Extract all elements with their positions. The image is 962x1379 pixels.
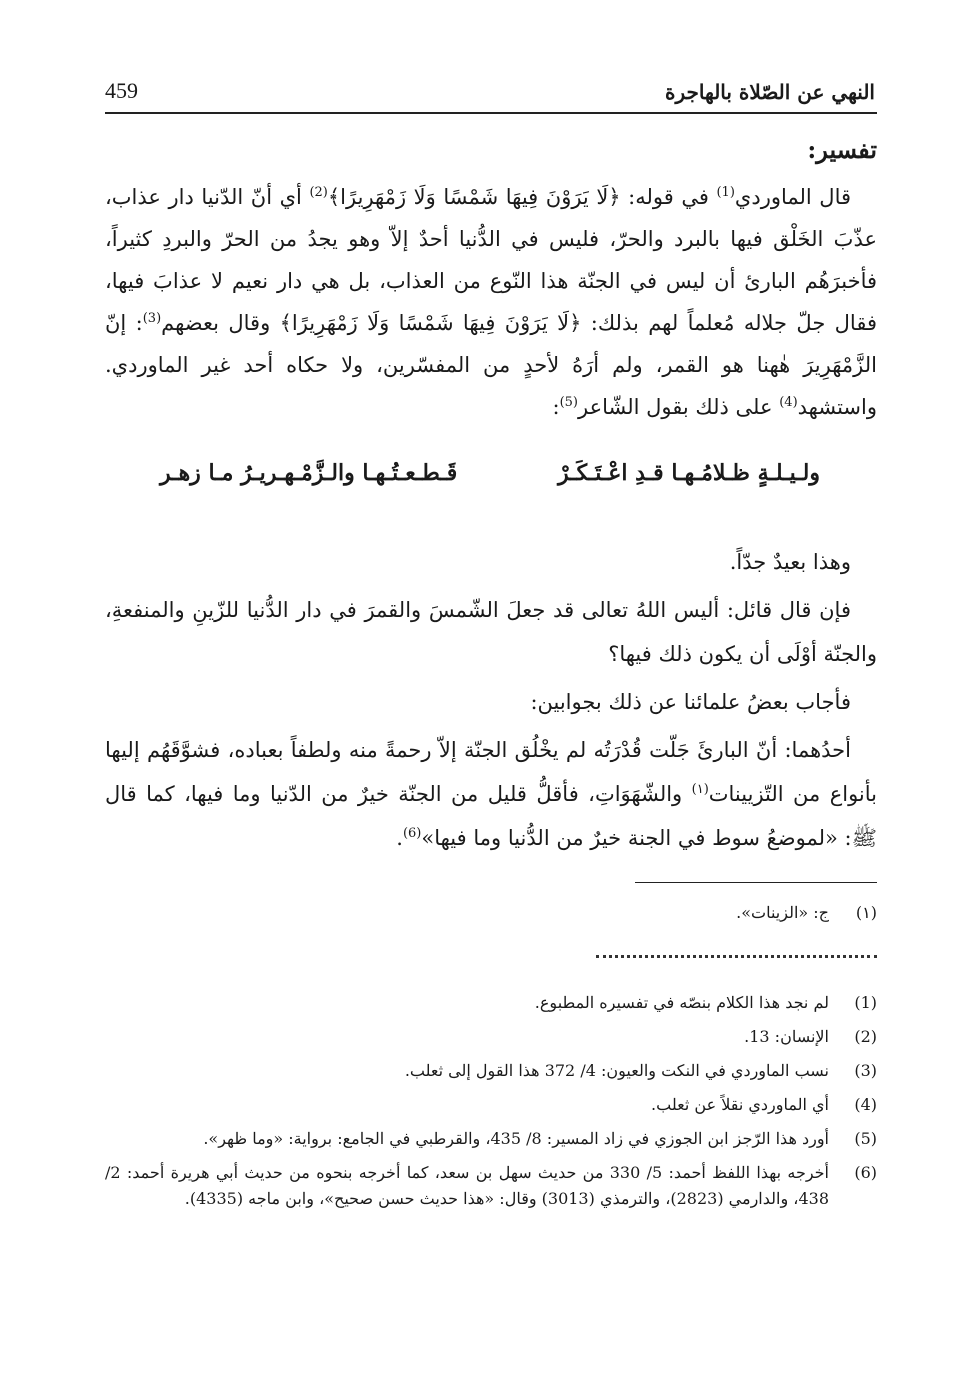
footnote-separator: [635, 882, 877, 883]
footnote-item: [105, 1024, 877, 1050]
footnote-number: (1): [854, 993, 877, 1012]
variant-note-number: (١): [855, 903, 877, 922]
variant-notes: [105, 900, 877, 934]
footnote-number: (6): [854, 1163, 877, 1182]
para1-text-e: على ذلك بقول الشّاعر: [578, 395, 780, 419]
footnote-item: [105, 1160, 877, 1212]
header-rule: [105, 112, 877, 114]
variant-ref-1[interactable]: (١): [691, 782, 709, 797]
para1-text-d: : إنّ الزَّمْهَرِيرَ هٰهنا هو القمر، ولم أرَهُ لأحدٍ من المفسّرين، ولا حكاه أحد غير الماوردي. واستشهد: [105, 311, 877, 419]
paragraph-4: فأجاب بعضُ علمائنا عن ذلك بجوابين:: [530, 690, 851, 714]
section-heading: تفسير:: [807, 135, 877, 164]
paragraph-3: فإن قال قائل: أليس اللهُ تعالى قد جعلَ الشّمسَ والقمرَ في دار الدُّنيا للزّينِ والمنفعةِ، والجنّة أوْلَى أن يكون ذلك فيها؟: [105, 598, 877, 666]
running-title: النهي عن الصّلاة بالهاجرة: [665, 80, 875, 104]
footnote-number: (2): [854, 1027, 877, 1046]
footnote-text: أي الماوردي نقلاً عن ثعلب.: [651, 1095, 829, 1114]
footnote-ref-5[interactable]: (5): [559, 395, 578, 410]
footnote-ref-3[interactable]: (3): [142, 311, 162, 326]
para1-text-a: قال الماوردي: [734, 185, 852, 209]
paragraph-1: [105, 176, 877, 428]
footnote-ref-6[interactable]: (6): [402, 826, 422, 841]
footnote-ref-1[interactable]: (1): [716, 185, 735, 200]
footnote-ref-4[interactable]: (4): [779, 395, 798, 410]
footnote-number: (4): [854, 1095, 877, 1114]
para1-text-f: :: [552, 395, 560, 419]
poetry-verse: [160, 460, 820, 500]
para1-text-c: أي أنّ الدّنيا دار عذاب، عذّبَ الخَلْق فيها بالبرد والحرّ، فليس في الدُّنيا أحدٌ إلاّ وهو يجدُ من الحرّ والبردِ كثيراً، فأخبرَهُم البارئ أن ليس في الجنّة هذا النّوع من العذاب، بل هي دار نعيم لا عذابَ فيها، فقال جلّ جلاله مُعلماً لهم بذلك: ﴿لَا يَرَوْنَ فِيهَا شَمْسًا وَلَا زَمْهَرِيرًا﴾ وقال بعضهم: [105, 185, 877, 335]
variant-note-text: ج: «الزينات».: [736, 903, 829, 922]
verse-hemistich-1: ولـيـلـةٍ ظـلامُـهـا قـدِ اعْـتَـكَـرْ: [558, 460, 820, 486]
footnote-item: [105, 1126, 877, 1152]
footnote-text: نسب الماوردي في النكت والعيون: 4/ 372 هذا القول إلى ثعلب.: [404, 1061, 829, 1080]
main-text: [105, 130, 877, 428]
footnote-item: [105, 990, 877, 1016]
footnotes: [105, 990, 877, 1220]
footnote-number: (3): [854, 1061, 877, 1080]
main-text-continued: [105, 540, 877, 864]
para5-text-b: والشّهَوَاتِ، فأقلُّ قليل من الجنّة خيرٌ من الدّنيا وما فيها، كما قال ﷺ: «لموضعُ سوط في الجنة خيرٌ من الدُّنيا وما فيها»: [105, 782, 877, 850]
para1-text-b: في قوله: ﴿لَا يَرَوْنَ فِيهَا شَمْسًا وَلَا زَمْهَرِيرًا﴾: [327, 185, 717, 209]
footnote-text: أخرجه بهذا اللفظ أحمد: 5/ 330 من حديث سهل بن سعد، كما أخرجه بنحوه من حديث أبي هريرة أحمد: 2/ 438، والدارمي (2823)، والترمذي (3013) وقال: «هذا حديث حسن صحيح»، وابن ماجه (4335).: [105, 1163, 829, 1208]
page-header: [105, 72, 875, 112]
para5-text-a: أحدُهما: أنّ البارئَ جَلّت قُدْرَتُه لم يخْلُق الجنّة إلاّ رحمةً منه ولطفاً بعباده، فشوَّقَهُم إليها بأنواع من التّزيينات: [105, 738, 878, 806]
variant-note: [105, 900, 877, 926]
footnote-ref-2[interactable]: (2): [309, 185, 328, 200]
footnote-text: الإنسان: 13.: [744, 1027, 829, 1046]
para5-text-c: .: [396, 826, 403, 850]
paragraph-5: [105, 728, 877, 860]
footnote-text: أورد هذا الرّجز ابن الجوزي في زاد المسير: 8/ 435، والقرطبي في الجامع: برواية: «وما ظهر».: [203, 1129, 829, 1148]
footnote-item: [105, 1092, 877, 1118]
dotted-separator: [596, 955, 877, 958]
footnote-item: [105, 1058, 877, 1084]
page-number: 459: [105, 78, 138, 103]
footnote-number: (5): [854, 1129, 877, 1148]
verse-hemistich-2: قَـطـعـتُـهـا والـزَّمْـهـريـرُ مـا زهـر: [160, 460, 458, 486]
paragraph-2: وهذا بعيدٌ جدّاً.: [729, 550, 851, 574]
footnote-text: لم نجد هذا الكلام بنصّه في تفسيره المطبوع.: [534, 993, 829, 1012]
